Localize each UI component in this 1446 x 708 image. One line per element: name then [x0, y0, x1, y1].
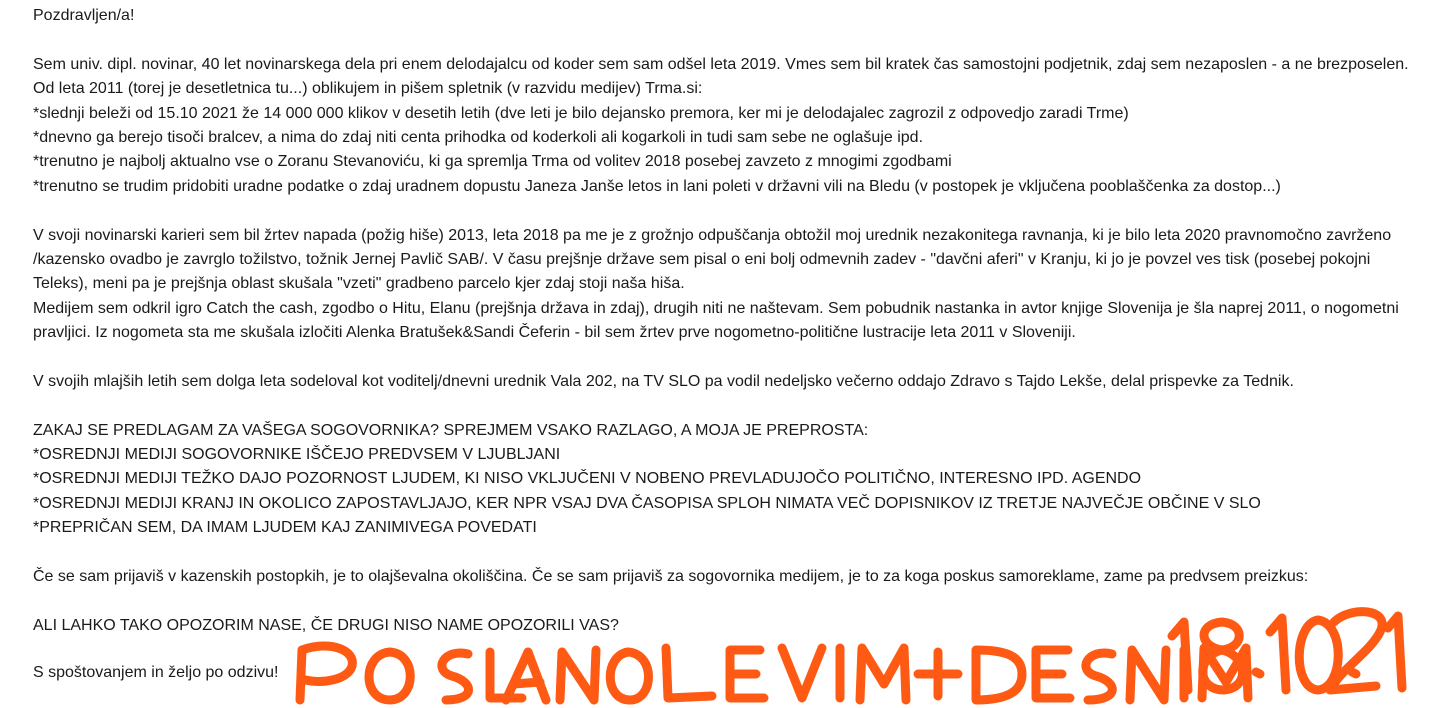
- reason-item-2: *OSREDNJI MEDIJI TEŽKO DAJO POZORNOST LJUDEM, KI NISO VKLJUČENI V NOBENO PREVLADUJOČO POLITIČNO, INTERESNO IPD. AGENDO: [33, 470, 1142, 488]
- reasons-heading: ZAKAJ SE PREDLAGAM ZA VAŠEGA SOGOVORNIKA? SPREJMEM VSAKO RAZLAGO, A MOJA JE PREPROSTA:: [33, 421, 869, 439]
- question-line: ALI LAHKO TAKO OPOZORIM NASE, ČE DRUGI NISO NAME OPOZORILI VAS?: [33, 616, 619, 634]
- career-line-3: Teleks), meni pa je prejšnja oblast skušala "vzeti" gradbeno parcelo kjer zdaj stoji naša hiša.: [33, 275, 685, 293]
- intro-line-1: Sem univ. dipl. novinar, 40 let novinarskega dela pri enem delodajalcu od koder sem sam odšel leta 2019. Vmes sem bil kratek čas samostojni podjetnik, zdaj sem nezaposlen - a ne brezposelen.: [33, 55, 1409, 73]
- annotation-stroke: [369, 652, 410, 700]
- reason-item-1: *OSREDNJI MEDIJI SOGOVORNIKE IŠČEJO PREDVSEM V LJUBLJANI: [33, 446, 561, 464]
- annotation-stroke: [860, 648, 906, 700]
- annotation-stroke: [1130, 650, 1166, 700]
- annotation-stroke: [1202, 648, 1248, 698]
- annotation-stroke: [442, 653, 469, 700]
- intro-line-4: *dnevno ga berejo tisoči bralcev, a nima do zdaj niti centa prihodka od koderkoli ali kogarkoli in tudi sam sebe ne oglašuje ipd.: [33, 128, 924, 146]
- intro-line-2: Od leta 2011 (torej je desetletnica tu...) oblikujem in pišem spletnik (v razvidu medijev) Trma.si:: [33, 80, 703, 98]
- signoff: S spoštovanjem in željo po odzivu!: [33, 664, 279, 681]
- annotation-stroke: [1036, 650, 1070, 698]
- self-report-paragraph: Če se sam prijaviš v kazenskih postopkih, je to olajševalna okoliščina. Če se sam prijaviš za sogovornika medijem, je to za koga poskus samoreklame, zame pa predvsem preizkus:: [33, 567, 1309, 585]
- annotation-stroke: [490, 652, 522, 698]
- annotation-stroke: [506, 652, 546, 700]
- annotation-stroke: [300, 646, 352, 700]
- annotation-stroke: [976, 650, 1022, 700]
- intro-line-3: *slednji beleži od 15.10 2021 že 14 000 000 klikov v desetih letih (dve leti je bilo dejansko premora, ker mi je delodajalec zagrozil z odpovedjo zaradi Trme): [33, 104, 1129, 122]
- annotation-stroke: [666, 648, 712, 698]
- reason-item-3: *OSREDNJI MEDIJI KRANJ IN OKOLICO ZAPOSTAVLJAJO, KER NPR VSAJ DVA ČASOPISA SPLOH NIMATA VEČ DOPISNIKOV IZ TRETJE NAJVEČJE OBČINE V SLO: [33, 494, 1261, 512]
- career-line-4: Medijem sem odkril igro Catch the cash, zgodbo o Hitu, Elanu (prejšnja država in zdaj), drugih niti ne naštevam. Sem pobudnik nastanka in avtor knjige Slovenija je šla naprej 2011, o nogometni: [33, 299, 1399, 317]
- greeting: Pozdravljen/a!: [33, 7, 135, 24]
- youth-paragraph: V svojih mlajših letih sem dolga leta sodeloval kot voditelj/dnevni urednik Vala 202, na TV SLO pa vodil nedeljsko večerno oddajo Zdravo s Tajdo Lekše, delal prispevke za Tednik.: [33, 372, 1294, 390]
- career-line-5: pravljici. Iz nogometa sta me skušala izločiti Alenka Bratušek&Sandi Čeferin - bil sem žrtev prve nogometno-politične lustracije leta 2011 v Sloveniji.: [33, 324, 1076, 342]
- reason-item-4: *PREPRIČAN SEM, DA IMAM LJUDEM KAJ ZANIMIVEGA POVEDATI: [33, 519, 537, 537]
- annotation-stroke: [560, 650, 596, 700]
- annotation-stroke: [1086, 653, 1112, 700]
- annotation-stroke: [918, 652, 958, 696]
- intro-line-5: *trenutno je najbolj aktualno vse o Zoranu Stevanoviću, ki ga spremlja Trma od volitev 2018 posebej zavzeto z mnogimi zgodbami: [33, 153, 952, 171]
- intro-line-6: *trenutno se trudim pridobiti uradne podatke o zdaj uradnem dopustu Janeza Janše letos in lani poleti v državni vili na Bledu (v postopek je vključena pooblaščenka za dostop...): [33, 177, 1281, 195]
- career-line-2: /kazensko ovadbo je zavrglo tožilstvo, tožnik Jernej Pavlič SAB/. V času prejšnje države sem pisal o eni bolj odmevnih zadev - "davčni aferi" v Kranju, ki jo je povzel ves tisk (posebej pokojni: [33, 250, 1371, 268]
- letter-body: [33, 4, 1438, 638]
- annotation-stroke: [782, 648, 822, 698]
- annotation-stroke: [610, 652, 648, 700]
- annotation-stroke: [1256, 672, 1260, 674]
- career-line-1: V svoji novinarski karieri sem bil žrtev napada (požig hiše) 2013, leta 2018 pa me je z grožnjo odpuščanja obtožil moj urednik nezakonitega ravnanja, ki je bilo leta 2020 pravnomočno zavrženo: [33, 226, 1392, 244]
- annotation-stroke: [730, 650, 764, 698]
- annotation-stroke: [1352, 672, 1356, 674]
